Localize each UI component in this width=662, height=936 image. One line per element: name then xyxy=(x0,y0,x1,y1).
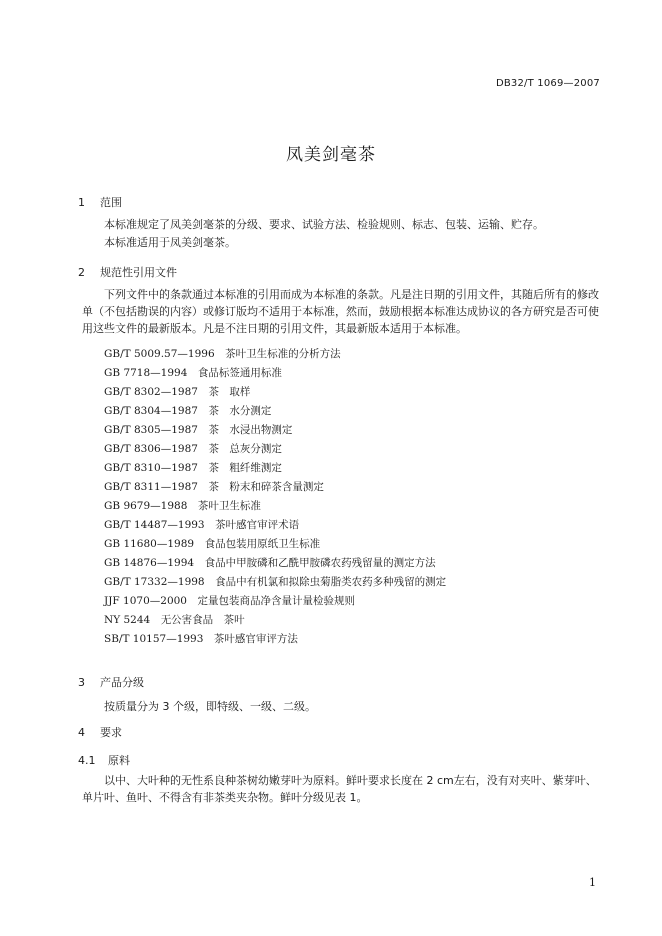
reference-title: 茶叶卫生标准的分析方法 xyxy=(225,348,341,360)
section-title: 原料 xyxy=(108,754,130,767)
reference-title: 茶叶卫生标准 xyxy=(197,500,261,512)
reference-item xyxy=(104,365,282,380)
reference-title: 茶 粉末和碎茶含量测定 xyxy=(208,481,324,493)
reference-code: GB/T 5009.57—1996 xyxy=(104,348,215,360)
reference-code: GB/T 8306—1987 xyxy=(104,443,198,455)
reference-code: GB/T 8311—1987 xyxy=(104,481,198,493)
reference-item xyxy=(104,498,261,513)
section-title: 产品分级 xyxy=(100,676,144,689)
reference-title: 无公害食品 茶叶 xyxy=(160,614,245,626)
section-number: 2 xyxy=(78,266,85,279)
reference-code: GB 7718—1994 xyxy=(104,367,188,379)
section-3-heading xyxy=(78,674,144,690)
section-number: 3 xyxy=(78,676,85,689)
section-number: 4.1 xyxy=(78,754,96,767)
section-title: 范围 xyxy=(100,196,122,209)
reference-title: 茶 粗纤维测定 xyxy=(208,462,282,474)
reference-code: JJF 1070—2000 xyxy=(104,595,187,607)
reference-code: GB/T 8310—1987 xyxy=(104,462,198,474)
reference-title: 食品包装用原纸卫生标准 xyxy=(204,538,321,550)
reference-title: 茶叶感官审评术语 xyxy=(215,519,300,531)
page-number: 1 xyxy=(589,876,596,889)
reference-item xyxy=(104,346,341,361)
section-1-paragraph-1: 本标准规定了凤美剑毫茶的分级、要求、试验方法、检验规则、标志、包装、运输、贮存。 xyxy=(104,218,544,231)
section-title: 规范性引用文件 xyxy=(100,266,177,279)
standard-code: DB32/T 1069—2007 xyxy=(495,78,600,89)
reference-item xyxy=(104,593,355,608)
document-title: 凤美剑毫茶 xyxy=(286,145,376,165)
reference-code: GB 9679—1988 xyxy=(104,500,188,512)
reference-title: 茶 水分测定 xyxy=(208,405,272,417)
reference-item xyxy=(104,555,436,570)
reference-title: 食品中有机氯和拟除虫菊脂类农药多种残留的测定 xyxy=(215,576,447,588)
reference-title: 茶 取样 xyxy=(208,386,251,398)
reference-item xyxy=(104,441,282,456)
reference-item xyxy=(104,574,446,589)
reference-code: SB/T 10157—1993 xyxy=(104,633,204,645)
reference-code: GB/T 8302—1987 xyxy=(104,386,198,398)
reference-item xyxy=(104,403,271,418)
reference-item xyxy=(104,479,324,494)
reference-code: GB/T 14487—1993 xyxy=(104,519,205,531)
reference-code: GB/T 8305—1987 xyxy=(104,424,198,436)
section-4-1-paragraph-1: 以中、大叶种的无性系良种茶树幼嫩芽叶为原料。鲜叶要求长度在 2 cm左右，没有对夹叶、紫芽叶、单片叶、鱼叶、不得含有非茶类夹杂物。鲜叶分级见表 1。 xyxy=(82,774,597,804)
section-2-intro: 下列文件中的条款通过本标准的引用而成为本标准的条款。凡是注日期的引用文件，其随后所有的修改单（不包括勘误的内容）或修订版均不适用于本标准，然而，鼓励根据本标准达成协议的各方研究是否可使用这些文件的最新版本。凡是不注日期的引用文件，其最新版本适用于本标准。 xyxy=(82,288,599,335)
section-2-heading xyxy=(78,264,177,280)
reference-code: GB/T 8304—1987 xyxy=(104,405,198,417)
reference-title: 茶 总灰分测定 xyxy=(208,443,282,455)
reference-title: 茶叶感官审评方法 xyxy=(213,633,298,645)
reference-title: 定量包装商品净含量计量检验规则 xyxy=(197,595,355,607)
section-4-heading xyxy=(78,724,122,740)
section-title: 要求 xyxy=(100,726,122,739)
reference-title: 茶 水浸出物测定 xyxy=(208,424,293,436)
reference-code: GB/T 17332—1998 xyxy=(104,576,205,588)
section-number: 1 xyxy=(78,196,85,209)
reference-item xyxy=(104,517,299,532)
reference-title: 食品中甲胺磷和乙酰甲胺磷农药残留量的测定方法 xyxy=(204,557,436,569)
reference-item xyxy=(104,422,292,437)
section-1-heading xyxy=(78,194,122,210)
reference-item xyxy=(104,612,245,627)
section-number: 4 xyxy=(78,726,85,739)
reference-item xyxy=(104,384,250,399)
reference-item xyxy=(104,460,282,475)
reference-code: GB 11680—1989 xyxy=(104,538,195,550)
reference-item xyxy=(104,631,298,646)
reference-code: GB 14876—1994 xyxy=(104,557,195,569)
section-1-paragraph-2: 本标准适用于凤美剑毫茶。 xyxy=(104,236,236,249)
reference-code: NY 5244 xyxy=(104,614,151,626)
section-3-paragraph-1: 按质量分为 3 个级，即特级、一级、二级。 xyxy=(104,700,316,713)
section-4-1-heading xyxy=(78,752,130,768)
reference-title: 食品标签通用标准 xyxy=(197,367,282,379)
reference-item xyxy=(104,536,320,551)
